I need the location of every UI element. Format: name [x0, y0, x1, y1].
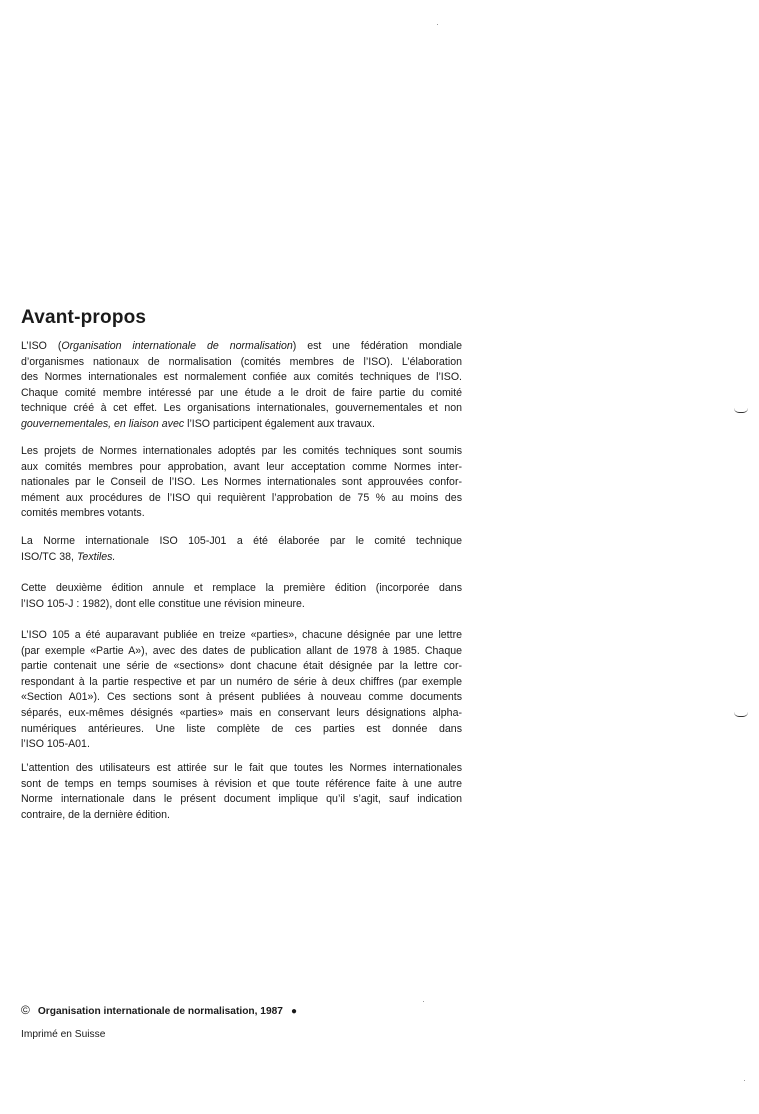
- text-line: L’ISO (Organisation internationale de normalisation) est une fédération mondiale: [21, 340, 462, 352]
- text-line: sont de temps en temps soumises à révision et que toute référence faite à une autre: [21, 777, 462, 790]
- paragraph-approval: [21, 444, 462, 522]
- paragraph-history: [21, 628, 462, 753]
- text-line: l’ISO 105-A01.: [21, 738, 90, 751]
- printed-in: Imprimé en Suisse: [21, 1029, 106, 1040]
- scan-speck: [437, 24, 438, 25]
- text-line: technique créé à cet effet. Les organisations internationales, gouvernementales et non: [21, 402, 462, 415]
- text-line: (par exemple «Partie A»), avec des dates de publication allant de 1978 à 1985. Chaque: [21, 644, 462, 657]
- text-line: L’ISO 105 a été auparavant publiée en treize «parties», chacune désignée par une lettre: [21, 629, 462, 641]
- paragraph-attention: [21, 761, 462, 823]
- copyright-notice: [21, 1003, 297, 1017]
- text-line: séparés, eux-mêmes désignés «parties» mais en conservant leurs désignations alpha-: [21, 706, 462, 719]
- text-line: respondant à la partie respective et par un numéro de série à deux chiffres (par exemple: [21, 675, 462, 688]
- text-line: des Normes internationales est normalement confiée aux comités techniques de l’ISO.: [21, 371, 462, 384]
- margin-mark-icon: [734, 408, 748, 413]
- text-line: l’ISO 105-J : 1982), dont elle constitue une révision mineure.: [21, 597, 305, 610]
- text-line: Chaque comité membre intéressé par une étude a le droit de faire partie du comité: [21, 386, 462, 399]
- page-title: Avant-propos: [21, 307, 147, 328]
- paragraph-iso-intro: [21, 339, 462, 433]
- text-line: gouvernementales, en liaison avec l’ISO participent également aux travaux.: [21, 417, 375, 430]
- text-line: d’organismes nationaux de normalisation (comités membres de l’ISO). L’élaboration: [21, 355, 462, 368]
- text-line: mément aux procédures de l’ISO qui requièrent l’approbation de 75 % au moins des: [21, 491, 462, 504]
- paragraph-edition: [21, 581, 462, 612]
- text-line: aux comités membres pour approbation, avant leur acceptation comme Normes inter-: [21, 460, 462, 473]
- text-line: comités membres votants.: [21, 507, 145, 520]
- bullet-icon: ●: [290, 1006, 298, 1017]
- text-line: nationales par le Conseil de l’ISO. Les Normes internationales sont approuvées confor-: [21, 476, 462, 489]
- text-line: La Norme internationale ISO 105-J01 a été élaborée par le comité technique: [21, 535, 462, 547]
- text-line: Norme internationale dans le présent document implique qu’il s’agit, sauf indication: [21, 793, 462, 806]
- text-line: Cette deuxième édition annule et remplace la première édition (incorporée dans: [21, 582, 462, 594]
- text-line: Les projets de Normes internationales adoptés par les comités techniques sont soumis: [21, 445, 462, 457]
- copyright-text: Organisation internationale de normalisation, 1987: [37, 1006, 283, 1017]
- scan-speck: [744, 1080, 745, 1081]
- text-line: partie contenait une série de «sections» dont chacune était désignée par la lettre cor-: [21, 660, 462, 673]
- margin-mark-icon: [734, 712, 748, 717]
- text-line: ISO/TC 38, Textiles.: [21, 550, 116, 563]
- text-line: numériques antérieures. Une liste complète de ces parties est donnée dans: [21, 722, 462, 735]
- paragraph-elaboration: [21, 534, 462, 565]
- text-line: L’attention des utilisateurs est attirée sur le fait que toutes les Normes internationales: [21, 762, 462, 774]
- text-line: contraire, de la dernière édition.: [21, 808, 170, 821]
- copyright-icon: ©: [21, 1003, 30, 1017]
- scan-speck: [423, 1001, 424, 1002]
- text-line: «Section A01»). Ces sections sont à présent publiées à nouveau comme documents: [21, 691, 462, 704]
